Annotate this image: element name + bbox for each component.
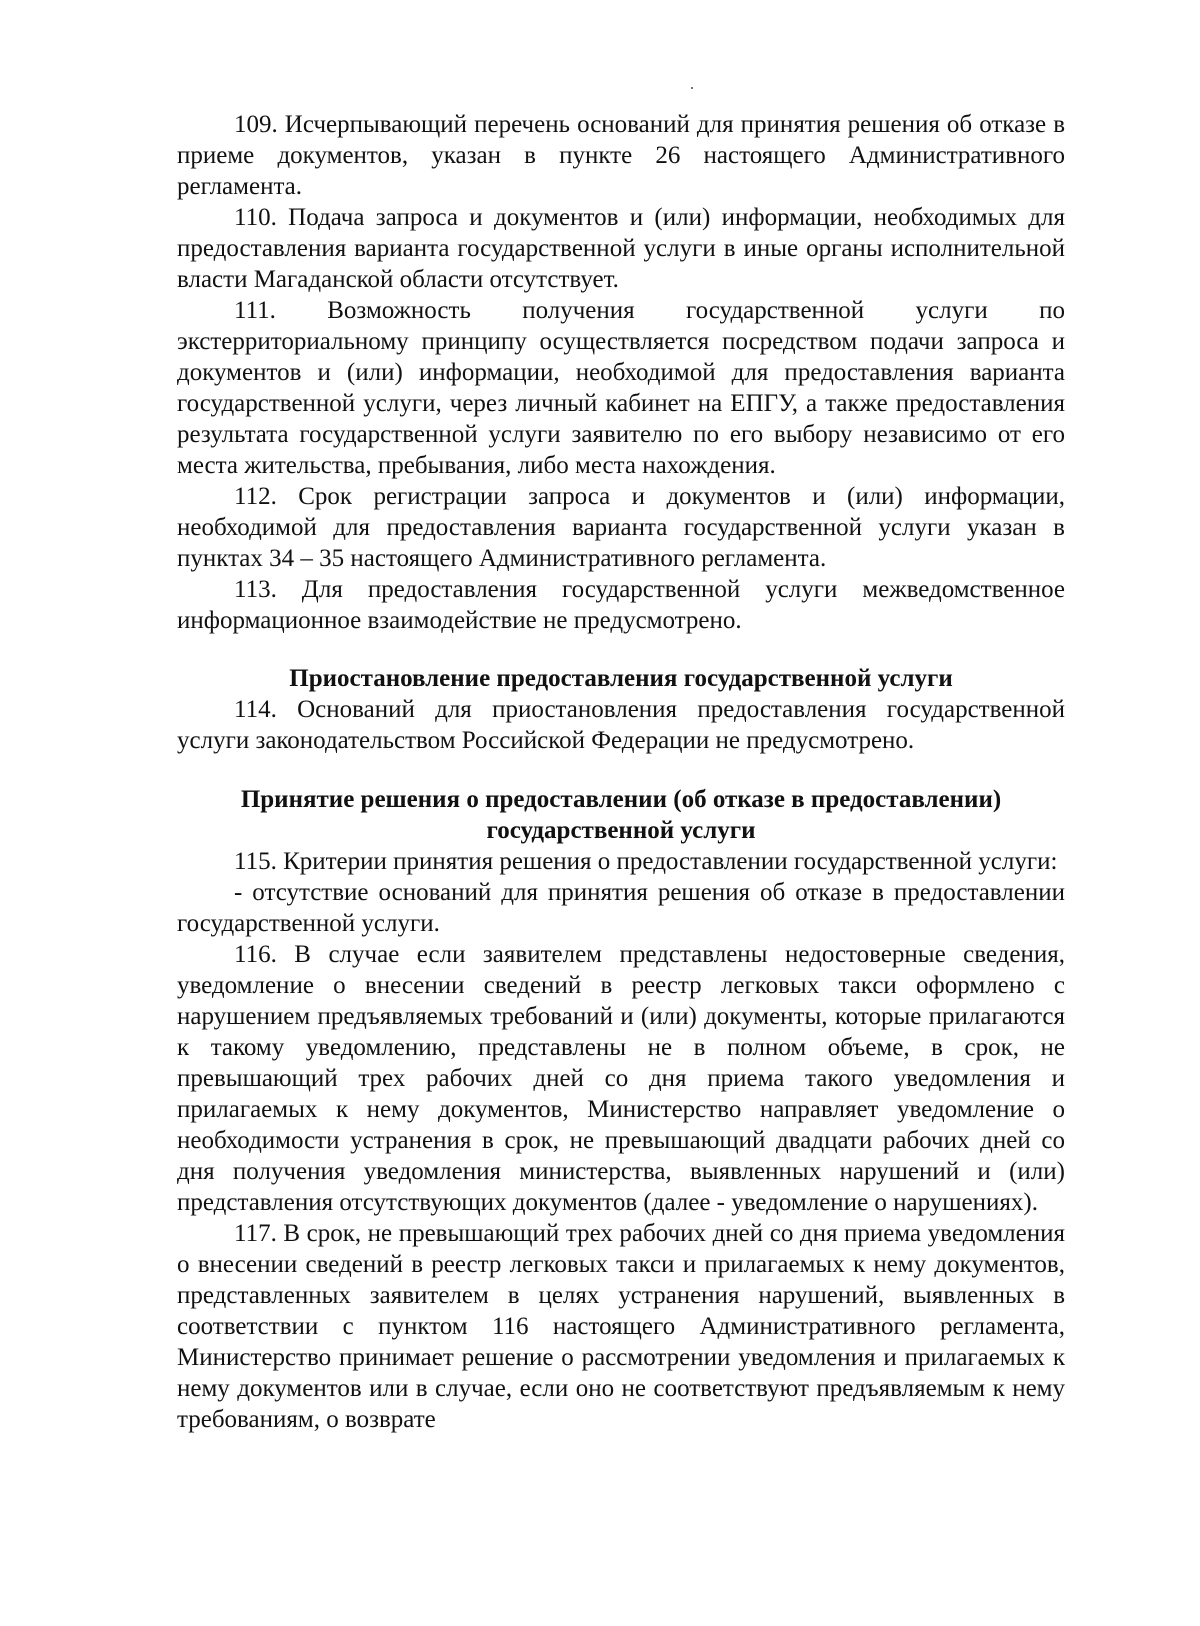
paragraph-113: 113. Для предоставления государственной услуги межведомственное информационное взаимодействие не предусмотрено.: [177, 576, 1065, 634]
paragraph-115-item: - отсутствие оснований для принятия решения об отказе в предоставлении государственной услуги.: [177, 879, 1065, 937]
document-body: [177, 109, 1065, 1435]
section-heading-suspension: Приостановление предоставления государственной услуги: [289, 665, 953, 692]
paragraph-117: 117. В срок, не превышающий трех рабочих дней со дня приема уведомления о внесении сведений в реестр легковых такси и прилагаемых к нему документов, представленных заявителем в целях устранения нарушений, выявленных в соответствии с пунктом 116 настоящего Административного регламента, Министерство принимает решение о рассмотрении уведомления и прилагаемых к нему документов или в случае, если оно не соответствуют предъявляемым к нему требованиям, о возврате: [177, 1220, 1065, 1433]
scan-speck: [691, 87, 693, 89]
paragraph-109: 109. Исчерпывающий перечень оснований для принятия решения об отказе в приеме документов, указан в пункте 26 настоящего Административного регламента.: [177, 111, 1065, 200]
paragraph-111: 111. Возможность получения государственной услуги по экстерриториальному принципу осуществляется посредством подачи запроса и документов и (или) информации, необходимой для предоставления варианта государственной услуги, через личный кабинет на ЕПГУ, а также предоставления результата государственной услуги заявителю по его выбору независимо от его места жительства, пребывания, либо места нахождения.: [177, 297, 1065, 479]
paragraph-112: 112. Срок регистрации запроса и документов и (или) информации, необходимой для предоставления варианта государственной услуги указан в пунктах 34 – 35 настоящего Административного регламента.: [177, 483, 1065, 572]
section-heading-decision: Принятие решения о предоставлении (об отказе в предоставлении) государственной услуги: [240, 786, 1002, 844]
paragraph-116: 116. В случае если заявителем представлены недостоверные сведения, уведомление о внесении сведений в реестр легковых такси оформлено с нарушением предъявляемых требований и (или) документы, которые прилагаются к такому уведомлению, представлены не в полном объеме, в срок, не превышающий трех рабочих дней со дня приема такого уведомления и прилагаемых к нему документов, Министерство направляет уведомление о необходимости устранения в срок, не превышающий двадцати рабочих дней со дня получения уведомления министерства, выявленных нарушений и (или) представления отсутствующих документов (далее - уведомление о нарушениях).: [177, 941, 1065, 1216]
paragraph-114: 114. Оснований для приостановления предоставления государственной услуги законодательством Российской Федерации не предусмотрено.: [177, 696, 1065, 754]
paragraph-110: 110. Подача запроса и документов и (или) информации, необходимых для предоставления варианта государственной услуги в иные органы исполнительной власти Магаданской области отсутствует.: [177, 204, 1065, 293]
paragraph-115: 115. Критерии принятия решения о предоставлении государственной услуги:: [234, 848, 1058, 875]
